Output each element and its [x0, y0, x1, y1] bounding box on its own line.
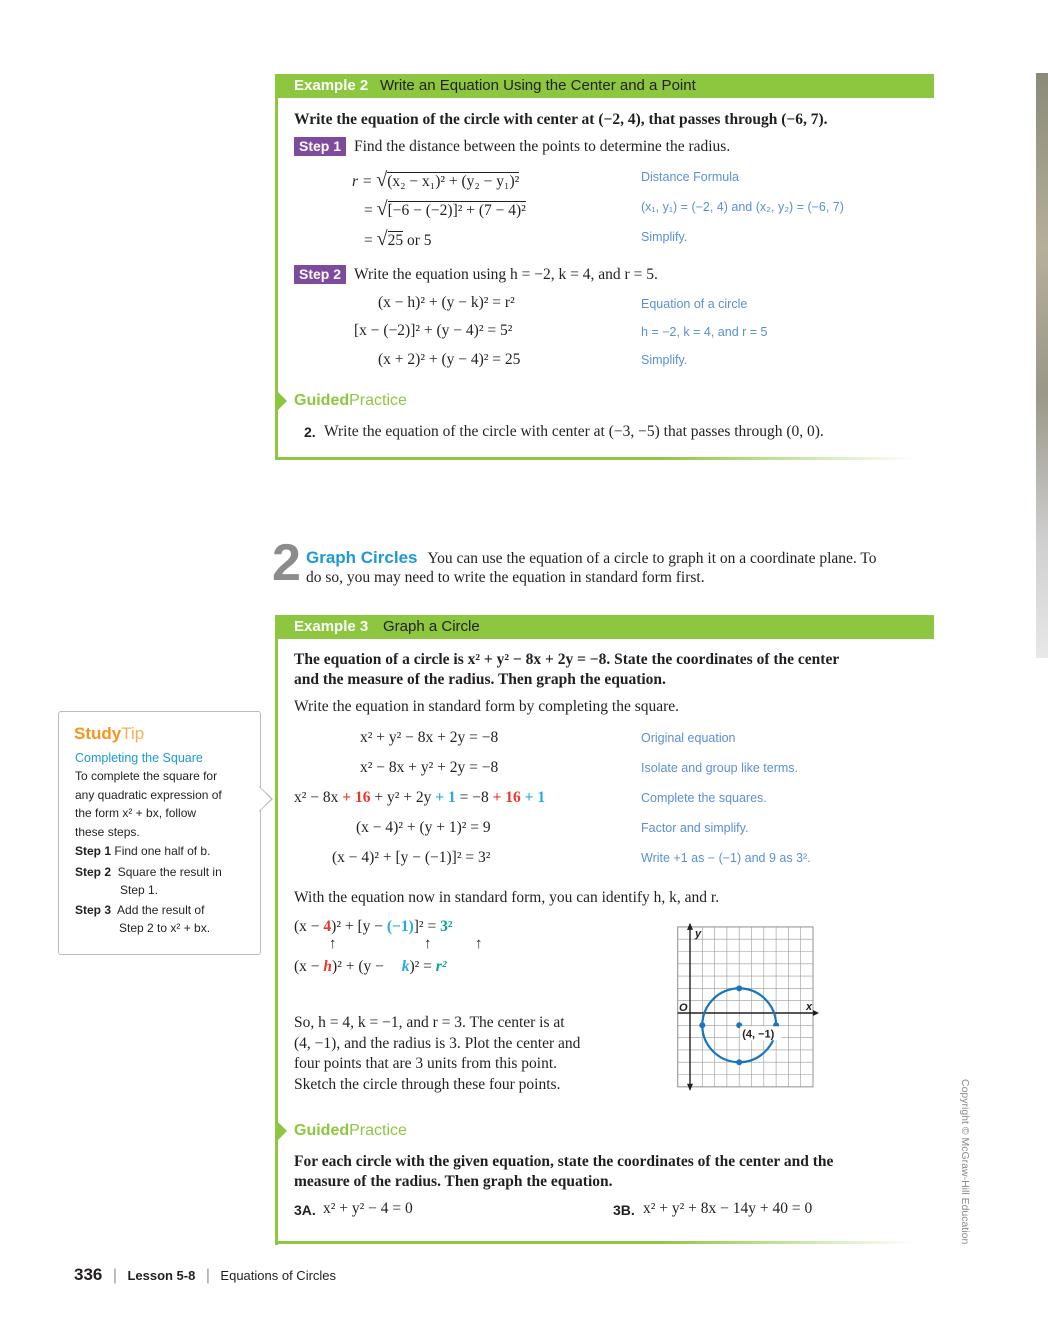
- step1-line2-radicand: [−6 − (−2)]² + (7 − 4)²: [387, 202, 526, 219]
- study-tip-step2: [75, 865, 222, 879]
- ex3-note4: Factor and simplify.: [641, 821, 749, 835]
- study-tip-title: [74, 724, 144, 744]
- section2-text-2: do so, you may need to write the equation in standard form first.: [306, 569, 705, 586]
- photo-strip: [1036, 73, 1048, 658]
- ex3b-label: 3B.: [613, 1202, 635, 1218]
- ex3-eq2: x² − 8x + y² + 2y = −8: [360, 759, 499, 776]
- ex3a-equation: x² + y² − 4 = 0: [323, 1200, 413, 1217]
- study-tip-body-4: these steps.: [75, 825, 140, 839]
- st-step1-text: Find one half of b.: [114, 844, 211, 858]
- match-top-h: 4: [323, 918, 332, 935]
- step1-line3-radicand: 25: [387, 232, 404, 249]
- step2-note1: Equation of a circle: [641, 297, 748, 311]
- match-bot-b: )² + (y −: [332, 958, 384, 975]
- st-step1-label: Step 1: [75, 844, 112, 858]
- guided-bold: Guided: [294, 392, 350, 409]
- footer-lesson: Lesson 5-8: [127, 1268, 196, 1283]
- study-tip-subtitle: Completing the Square: [75, 751, 203, 765]
- guided-practice-heading-2: [294, 392, 407, 410]
- copyright-text: Copyright © McGraw-Hill Education: [959, 1079, 971, 1245]
- study-tip-step1: [75, 844, 210, 858]
- example2-step1-label: Step 1: [294, 137, 346, 156]
- match-bottom: [294, 958, 446, 976]
- gp3-text-2: measure of the radius. Then graph the equation.: [294, 1173, 613, 1190]
- step1-note1: Distance Formula: [641, 170, 739, 184]
- x-axis-label: x: [806, 1001, 813, 1013]
- match-arrow-k: ↑: [424, 936, 432, 952]
- guided-light-3: Practice: [349, 1122, 407, 1139]
- ex3-eq3: [294, 789, 545, 807]
- eq3-g: + 1: [524, 789, 546, 806]
- guided-practice-arrow-icon-2: [278, 1122, 287, 1140]
- study-tip-body-1: To complete the square for: [75, 769, 218, 783]
- match-top-c: ]² =: [413, 918, 437, 935]
- match-top: [294, 918, 452, 936]
- guided-light: Practice: [349, 392, 407, 409]
- ex3-note2: Isolate and group like terms.: [641, 761, 799, 775]
- match-bot-c: )² =: [409, 958, 432, 975]
- step1-line3: = √25 or 5: [364, 228, 432, 250]
- example3-header: [275, 615, 934, 639]
- eq3-e: = −8: [459, 789, 489, 806]
- center-label: (4, −1): [742, 1028, 775, 1041]
- study-tip-body-2: any quadratic expression of: [75, 788, 222, 802]
- example3-intro: Write the equation in standard form by completing the square.: [294, 698, 680, 715]
- step2-line3: (x + 2)² + (y − 4)² = 25: [378, 351, 521, 368]
- example3-prompt-1: The equation of a circle is x² + y² − 8x + 2y = −8. State the coordinates of the center: [294, 651, 840, 668]
- section2-intro: [306, 548, 877, 568]
- example3-bottom-bar: [275, 1241, 915, 1244]
- eq3-b: + 16: [342, 789, 371, 806]
- example3-label: Example 3: [294, 618, 369, 635]
- ex3-eq5: (x − 4)² + [y − (−1)]² = 3²: [332, 849, 491, 866]
- match-bot-k: k: [401, 958, 410, 975]
- step1-line1-radicand: (x₂ − x₁)² + (y₂ − y₁)²: [387, 173, 520, 190]
- example3-title: Graph a Circle: [383, 618, 480, 635]
- gp3-text-1: For each circle with the given equation, state the coordinates of the center and the: [294, 1153, 834, 1170]
- st-step3-text-2: Step 2 to x² + bx.: [119, 921, 211, 935]
- ex3-eq1: x² + y² − 8x + 2y = −8: [360, 729, 499, 746]
- circle-point: [699, 1022, 705, 1028]
- match-top-k: (−1): [386, 918, 414, 935]
- st-step3-label: Step 3: [75, 903, 112, 917]
- ex3-eq4: (x − 4)² + (y + 1)² = 9: [356, 819, 491, 836]
- ex3-note3: Complete the squares.: [641, 791, 767, 805]
- page-number: 336: [74, 1265, 103, 1284]
- step1-line1-lhs: r =: [352, 173, 373, 190]
- example2-step2-text: Write the equation using h = −2, k = 4, and r = 5.: [354, 266, 658, 283]
- match-bot-h: h: [323, 958, 333, 975]
- x-axis-arrow-icon: [813, 1010, 819, 1016]
- example3-prompt-2: and the measure of the radius. Then graph the equation.: [294, 671, 666, 688]
- example2-bottom-bar: [275, 457, 915, 460]
- step1-line1: r = √(x₂ − x₁)² + (y₂ − y₁)²: [352, 169, 520, 191]
- example3-left-bar: [275, 615, 278, 1245]
- y-axis-label: y: [695, 927, 702, 940]
- example2-label: Example 2: [294, 77, 369, 94]
- example2-prompt: Write the equation of the circle with center at (−2, 4), that passes through (−6, 7).: [294, 111, 828, 128]
- eq3-d: + 1: [435, 789, 456, 806]
- step2-note3: Simplify.: [641, 353, 688, 367]
- circle-point: [736, 1059, 742, 1065]
- ex3-conclusion: [294, 1013, 634, 1095]
- example2-title: Write an Equation Using the Center and a Point: [380, 77, 696, 94]
- exercise-2-number: 2.: [304, 424, 316, 440]
- circle-point: [736, 985, 742, 991]
- study-tip-title-light: Tip: [121, 724, 145, 743]
- st-step2-text-1: Square the result in: [117, 865, 222, 879]
- conclusion-line-2: (4, −1), and the radius is 3. Plot the center and: [294, 1034, 581, 1052]
- step2-line1: (x − h)² + (y − k)² = r²: [378, 294, 515, 311]
- guided-practice-heading-3: [294, 1122, 407, 1140]
- study-tip-step3: [75, 903, 204, 917]
- st-step3-text-1: Add the result of: [117, 903, 205, 917]
- match-arrow-r: ↑: [475, 936, 483, 952]
- exercise-2-text: Write the equation of the circle with center at (−3, −5) that passes through (0, 0).: [324, 423, 824, 440]
- step1-note2: (x₁, y₁) = (−2, 4) and (x₂, y₂) = (−6, 7): [641, 200, 844, 214]
- graph-frame: [678, 927, 813, 1087]
- match-bot-r: r²: [435, 958, 447, 975]
- step2-note2: h = −2, k = 4, and r = 5: [641, 325, 768, 339]
- example2-header: [275, 74, 934, 98]
- study-tip-box: [58, 711, 261, 955]
- ex3b-equation: x² + y² + 8x − 14y + 40 = 0: [643, 1200, 813, 1217]
- eq3-a: x² − 8x: [294, 789, 339, 806]
- match-top-a: (x −: [294, 918, 320, 935]
- match-arrow-h: ↑: [329, 936, 337, 952]
- section2-text-1: You can use the equation of a circle to graph it on a coordinate plane. To: [427, 550, 877, 567]
- guided-bold-3: Guided: [294, 1122, 350, 1139]
- ex3-identify: With the equation now in standard form, you can identify h, k, and r.: [294, 889, 720, 906]
- step1-line3-lhs: =: [364, 232, 373, 249]
- match-top-r: 3²: [440, 918, 453, 935]
- study-tip-title-bold: Study: [74, 724, 122, 743]
- step1-line3-tail: or 5: [406, 232, 432, 249]
- step1-line2-lhs: =: [364, 202, 373, 219]
- eq3-c: + y² + 2y: [374, 789, 432, 806]
- st-step2-label: Step 2: [75, 865, 112, 879]
- step1-note3: Simplify.: [641, 230, 688, 244]
- study-tip-pointer-fill: [259, 787, 271, 811]
- conclusion-line-3: four points that are 3 units from this point.: [294, 1055, 558, 1072]
- ex3a-label: 3A.: [294, 1202, 316, 1218]
- st-step2-text-2: Step 1.: [120, 883, 159, 897]
- ex3-note5: Write +1 as − (−1) and 9 as 3².: [641, 851, 811, 865]
- conclusion-line-1: So, h = 4, k = −1, and r = 3. The center is at: [294, 1014, 565, 1031]
- example2-step1-text: Find the distance between the points to determine the radius.: [354, 138, 731, 155]
- step1-line2: = √[−6 − (−2)]² + (7 − 4)²: [364, 198, 526, 220]
- page-footer: 336 | Lesson 5-8 | Equations of Circles: [74, 1265, 337, 1284]
- section2-heading: Graph Circles: [306, 548, 418, 567]
- y-axis-arrow-down-icon: [687, 1084, 693, 1091]
- footer-title: Equations of Circles: [220, 1268, 337, 1283]
- match-top-b: )² + [y −: [331, 918, 383, 935]
- conclusion-line-4: Sketch the circle through these four points.: [294, 1075, 561, 1093]
- eq3-f: + 16: [492, 789, 521, 806]
- circle-graph: [658, 920, 830, 1092]
- step2-line2: [x − (−2)]² + (y − 4)² = 5²: [354, 322, 513, 339]
- section-number: 2: [272, 534, 301, 592]
- match-bot-a: (x −: [294, 958, 320, 975]
- ex3-note1: Original equation: [641, 731, 736, 745]
- origin-label: O: [679, 1002, 688, 1014]
- guided-practice-arrow-icon: [278, 392, 287, 410]
- example2-step2-label: Step 2: [294, 265, 346, 284]
- study-tip-body-3: the form x² + bx, follow: [75, 806, 197, 820]
